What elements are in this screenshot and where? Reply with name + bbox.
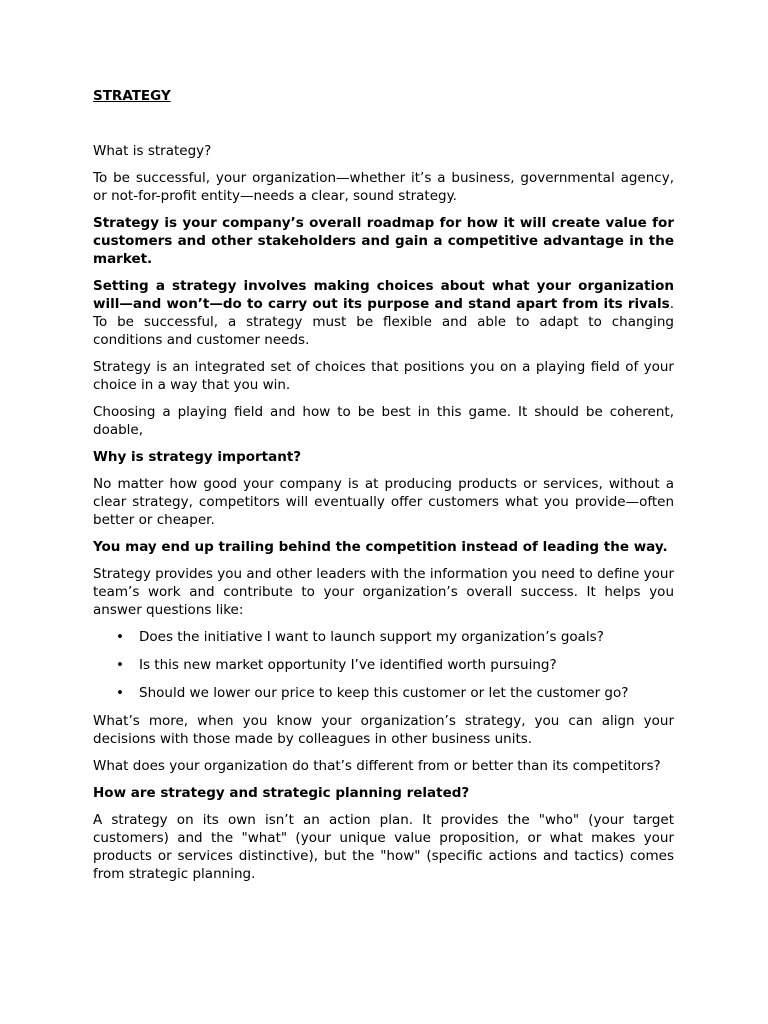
paragraph-different: What does your organization do that’s different from or better than its competitors?	[93, 758, 661, 774]
paragraph-setting-strategy	[93, 277, 674, 349]
paragraph-competitors: No matter how good your company is at producing products or services, without a clear strategy, competitors will eventually offer customers what you provide—often better or cheaper.	[93, 476, 674, 528]
question-list	[93, 628, 674, 702]
heading-why-important: Why is strategy important?	[93, 449, 302, 465]
document-title: STRATEGY	[93, 88, 171, 104]
paragraph-integrated-choices: Strategy is an integrated set of choices that positions you on a playing field of your choice in a way that you win.	[93, 359, 674, 393]
paragraph-success: To be successful, your organization—whether it’s a business, governmental agency, or not-for-profit entity—needs a clear, sound strategy.	[93, 170, 674, 204]
list-item: • Is this new market opportunity I’ve identified worth pursuing?	[139, 656, 674, 674]
list-item: • Does the initiative I want to launch support my organization’s goals?	[139, 628, 674, 646]
paragraph-playing-field: Choosing a playing field and how to be best in this game. It should be coherent, doable,	[93, 404, 674, 438]
heading-how-related: How are strategy and strategic planning related?	[93, 785, 470, 801]
question-what-is-strategy: What is strategy?	[93, 143, 212, 159]
paragraph-action-plan: A strategy on its own isn’t an action plan. It provides the "who" (your target customers) and the "what" (your unique value proposition, or what makes your products or services distinctive), but the "how" (specific actions and tactics) comes from strategic planning.	[93, 812, 674, 882]
paragraph-roadmap: Strategy is your company’s overall roadmap for how it will create value for customers and other stakeholders and gain a competitive advantage in the market.	[93, 215, 674, 267]
setting-strategy-rest: . To be successful, a strategy must be flexible and able to adapt to changing conditions and customer needs.	[93, 296, 674, 348]
list-item: • Should we lower our price to keep this customer or let the customer go?	[139, 684, 674, 702]
paragraph-trailing: You may end up trailing behind the competition instead of leading the way.	[93, 539, 668, 555]
document-body	[93, 87, 674, 892]
setting-strategy-bold: Setting a strategy involves making choices about what your organization will—and won’t—do to carry out its purpose and stand apart from its rivals	[93, 278, 674, 312]
paragraph-align-decisions: What’s more, when you know your organization’s strategy, you can align your decisions with those made by colleagues in other business units.	[93, 713, 674, 747]
paragraph-leaders: Strategy provides you and other leaders with the information you need to define your team’s work and contribute to your organization’s overall success. It helps you answer questions like:	[93, 566, 674, 618]
